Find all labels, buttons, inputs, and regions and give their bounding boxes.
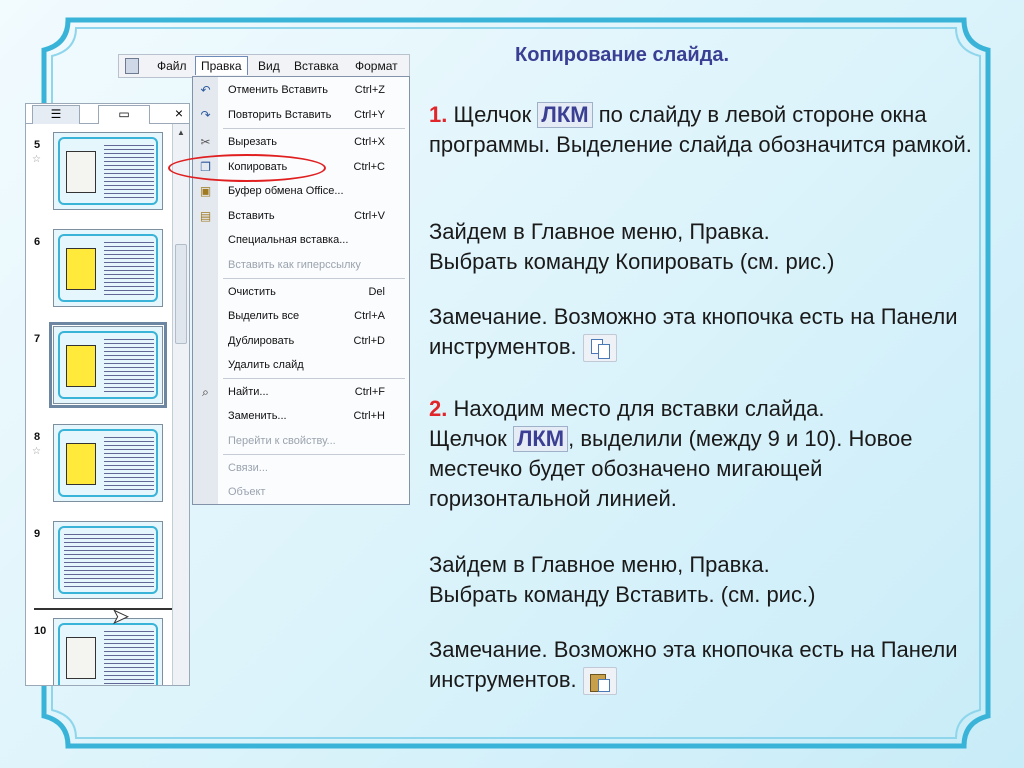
menu-item-shortcut: Ctrl+C xyxy=(353,161,385,173)
note-text: Замечание. Возможно эта кнопочка есть на Панели инструментов. xyxy=(429,304,958,359)
panel-tabs xyxy=(26,104,189,124)
clipboard-icon: ▣ xyxy=(199,184,212,198)
menu-item-cut[interactable] xyxy=(228,132,399,152)
menu-item-shortcut: Ctrl+A xyxy=(354,310,385,322)
scroll-up-icon[interactable]: ▲ xyxy=(177,128,185,137)
menu-item-office-clipboard[interactable] xyxy=(228,181,399,201)
slide-thumbnail-8[interactable] xyxy=(53,424,163,502)
menu-item-label: Дублировать xyxy=(228,335,295,347)
copy-highlight-ellipse xyxy=(168,154,326,182)
text-lines xyxy=(64,534,154,590)
tab-slides[interactable] xyxy=(98,105,150,124)
slide-number: 6 xyxy=(34,236,41,248)
menu-item-paste[interactable] xyxy=(228,206,399,226)
menu-item-select-all[interactable] xyxy=(228,306,399,326)
step-text: Щелчок xyxy=(453,102,532,127)
menu-item-object[interactable] xyxy=(228,482,399,502)
menu-item-label: Заменить... xyxy=(228,410,287,422)
menu-item-shortcut: Ctrl+V xyxy=(354,210,385,222)
close-icon[interactable]: × xyxy=(174,105,183,121)
menu-item-paste-hyperlink[interactable] xyxy=(228,255,399,275)
menu-item-shortcut: Ctrl+H xyxy=(353,410,385,422)
cube-figure xyxy=(66,248,96,290)
text-lines xyxy=(104,145,154,201)
menu-separator xyxy=(223,378,405,379)
menu-item-shortcut: Ctrl+Y xyxy=(354,109,385,121)
menu-item-goto-property[interactable] xyxy=(228,431,399,451)
step-text: Находим место для вставки слайда. xyxy=(453,396,825,421)
slide-thumbnail-panel xyxy=(25,103,190,686)
redo-icon: ↷ xyxy=(200,108,211,122)
menu-separator xyxy=(223,454,405,455)
menu-item-shortcut: Ctrl+F xyxy=(354,386,385,398)
insertion-line xyxy=(34,608,182,610)
paste-icon: ▤ xyxy=(199,209,212,223)
paste-toolbar-icon xyxy=(583,667,617,695)
menu-item-label: Перейти к свойству... xyxy=(228,435,336,447)
command-instruction: Выбрать команду Вставить. (см. рис.) xyxy=(429,582,816,607)
slide-thumbnail-7[interactable] xyxy=(53,326,163,404)
star-icon: ☆ xyxy=(32,446,41,457)
menu-item-label: Связи... xyxy=(228,462,268,474)
menu-separator xyxy=(223,278,405,279)
menu-edit[interactable]: Правка xyxy=(195,56,248,75)
menu-item-label: Объект xyxy=(228,486,266,498)
text-lines xyxy=(104,631,154,686)
paste-note xyxy=(429,635,989,695)
menu-separator xyxy=(223,128,405,129)
menu-format[interactable]: Формат xyxy=(355,59,398,73)
step-text: Щелчок xyxy=(429,426,507,451)
page-title: Копирование слайда. xyxy=(515,44,730,66)
lkm-badge: ЛКМ xyxy=(537,102,592,128)
menu-item-label: Копировать xyxy=(228,161,288,173)
menu-item-find[interactable] xyxy=(228,382,399,402)
lkm-badge: ЛКМ xyxy=(513,426,568,452)
slide-number: 10 xyxy=(34,625,47,637)
menu-file[interactable]: Файл xyxy=(157,59,187,73)
menu-item-undo[interactable] xyxy=(228,80,399,100)
step-1-text xyxy=(429,100,989,160)
step-2-line xyxy=(429,424,989,514)
command-instruction: Выбрать команду Копировать (см. рис.) xyxy=(429,249,835,274)
menu-item-shortcut: Ctrl+D xyxy=(353,335,385,347)
slide-thumbnail-5[interactable] xyxy=(53,132,163,210)
menu-item-shortcut: Ctrl+X xyxy=(354,136,385,148)
slide-number: 9 xyxy=(34,528,41,540)
step-number: 2. xyxy=(429,396,448,421)
menu-view[interactable]: Вид xyxy=(258,59,280,73)
menu-item-label: Вставить как гиперссылку xyxy=(228,259,361,271)
menu-item-paste-special[interactable] xyxy=(228,230,399,250)
menu-item-label: Вставить xyxy=(228,210,275,222)
slide-number: 8 xyxy=(34,431,41,443)
step-text: , выделили (между 9 и 10). Новое местечко будет обозначено мигающей горизонтальной линией. xyxy=(429,426,913,511)
scissors-icon: ✂ xyxy=(200,135,211,149)
menu-item-label: Найти... xyxy=(228,386,269,398)
menu-item-label: Вырезать xyxy=(228,136,277,148)
menu-item-clear[interactable] xyxy=(228,282,399,302)
menu-item-shortcut: Del xyxy=(368,286,385,298)
star-icon: ☆ xyxy=(32,154,41,165)
panel-scrollbar[interactable] xyxy=(172,124,189,686)
menu-item-label: Повторить Вставить xyxy=(228,109,332,121)
slide-thumbnail-10[interactable] xyxy=(53,618,163,686)
text-lines xyxy=(104,339,154,395)
menu-insert[interactable]: Вставка xyxy=(294,59,339,73)
copy-icon: ❐ xyxy=(200,160,211,174)
step-2-text xyxy=(429,394,989,514)
mouse-pointer-icon: ➤ xyxy=(112,606,129,628)
step-2-line xyxy=(429,394,989,424)
copy-toolbar-icon xyxy=(583,334,617,362)
menu-item-label: Выделить все xyxy=(228,310,300,322)
edit-menu xyxy=(192,76,410,505)
cube-figure xyxy=(66,443,96,485)
menu-item-label: Очистить xyxy=(228,286,276,298)
scroll-thumb[interactable] xyxy=(175,244,187,344)
step-text: по слайду в левой стороне окна программы. Выделение слайда обозначится рамкой. xyxy=(429,102,972,157)
note-text: Замечание. Возможно эта кнопочка есть на Панели инструментов. xyxy=(429,637,958,692)
cube-figure xyxy=(66,345,96,387)
tab-outline[interactable] xyxy=(32,105,80,124)
menu-item-label: Специальная вставка... xyxy=(228,234,349,246)
slide-thumbnail-9[interactable] xyxy=(53,521,163,599)
menu-instruction: Зайдем в Главное меню, Правка. xyxy=(429,219,770,244)
menu-item-label: Удалить слайд xyxy=(228,359,304,371)
cube-figure xyxy=(66,637,96,679)
menu-item-label: Отменить Вставить xyxy=(228,84,328,96)
slide-number: 5 xyxy=(34,139,41,151)
menu-item-duplicate[interactable] xyxy=(228,331,399,351)
menu-instruction: Зайдем в Главное меню, Правка. xyxy=(429,552,770,577)
undo-icon: ↶ xyxy=(200,83,211,97)
text-lines xyxy=(104,437,154,493)
menu-item-shortcut: Ctrl+Z xyxy=(354,84,385,96)
cube-figure xyxy=(66,151,96,193)
slide-number: 7 xyxy=(34,333,41,345)
slides-icon: ▭ xyxy=(118,107,130,121)
binoculars-icon: ⌕ xyxy=(202,385,209,399)
app-icon[interactable] xyxy=(125,58,139,74)
menu-item-redo[interactable] xyxy=(228,105,399,125)
menu-item-label: Буфер обмена Office... xyxy=(228,185,344,197)
copy-instruction xyxy=(429,217,989,277)
text-lines xyxy=(104,242,154,298)
copy-note xyxy=(429,302,989,362)
slide-thumbnail-6[interactable] xyxy=(53,229,163,307)
step-number: 1. xyxy=(429,102,448,127)
menu-item-replace[interactable] xyxy=(228,406,399,426)
outline-icon: ☰ xyxy=(50,107,62,121)
paste-instruction xyxy=(429,550,989,610)
menu-item-delete-slide[interactable] xyxy=(228,355,399,375)
menu-item-links[interactable] xyxy=(228,458,399,478)
menu-bar xyxy=(118,54,410,78)
